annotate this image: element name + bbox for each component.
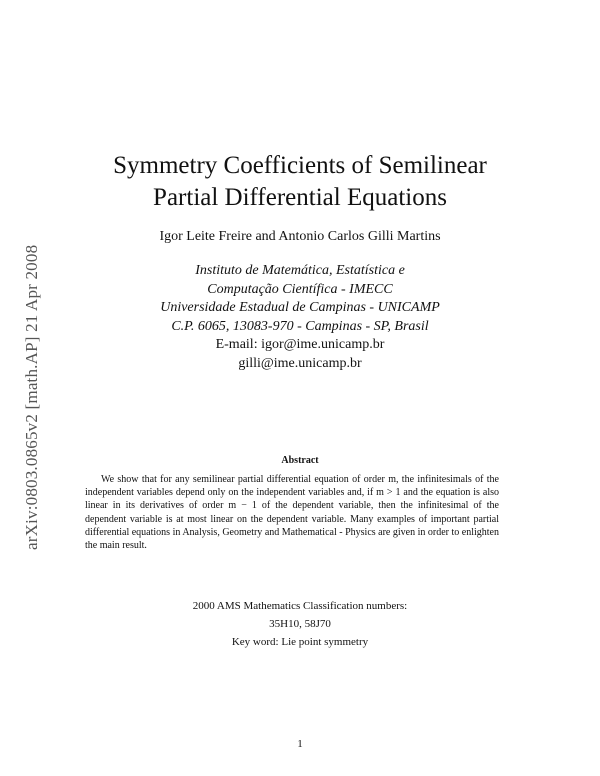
affiliation-line-2: Computação Científica - IMECC [207,281,393,297]
abstract-heading: Abstract [281,455,319,466]
title-line-2: Partial Differential Equations [153,184,447,211]
affiliation-line-3: Universidade Estadual de Campinas - UNICAMP [160,300,440,315]
ams-classification-codes: 35H10, 58J70 [269,618,331,630]
abstract-text: We show that for any semilinear partial differential equation of order m, the infinitesimals of the independent variables depend only on the independent variables and, if m > 1 and the equation is also linear in its derivatives of order m − 1 of the dependent variable, then the infinitesimal of the dependent variable is at most linear on the dependent variable. Many examples of important partial differential equations in Analysis, Geometry and Mathematical - Physics are given in order to enlighten the main result. [85,474,499,552]
email-1: E-mail: igor@ime.unicamp.br [215,337,385,352]
paper-title [40,150,560,214]
title-line-1: Symmetry Coefficients of Semilinear [113,152,487,179]
arxiv-identifier: arXiv:0803.0865v2 [math.AP] 21 Apr 2008 [22,244,41,550]
affiliation-line-1: Instituto de Matemática, Estatística e [195,263,405,278]
affiliation-line-4: C.P. 6065, 13083-970 - Campinas - SP, Brasil [171,318,429,334]
page-number: 1 [297,738,303,750]
ams-classification-label: 2000 AMS Mathematics Classification numbers: [192,600,408,612]
classification-block [40,597,560,651]
authors: Igor Leite Freire and Antonio Carlos Gilli Martins [159,229,441,244]
email-2: gilli@ime.unicamp.br [238,355,362,371]
keywords: Key word: Lie point symmetry [231,636,369,648]
affiliation [40,262,560,373]
